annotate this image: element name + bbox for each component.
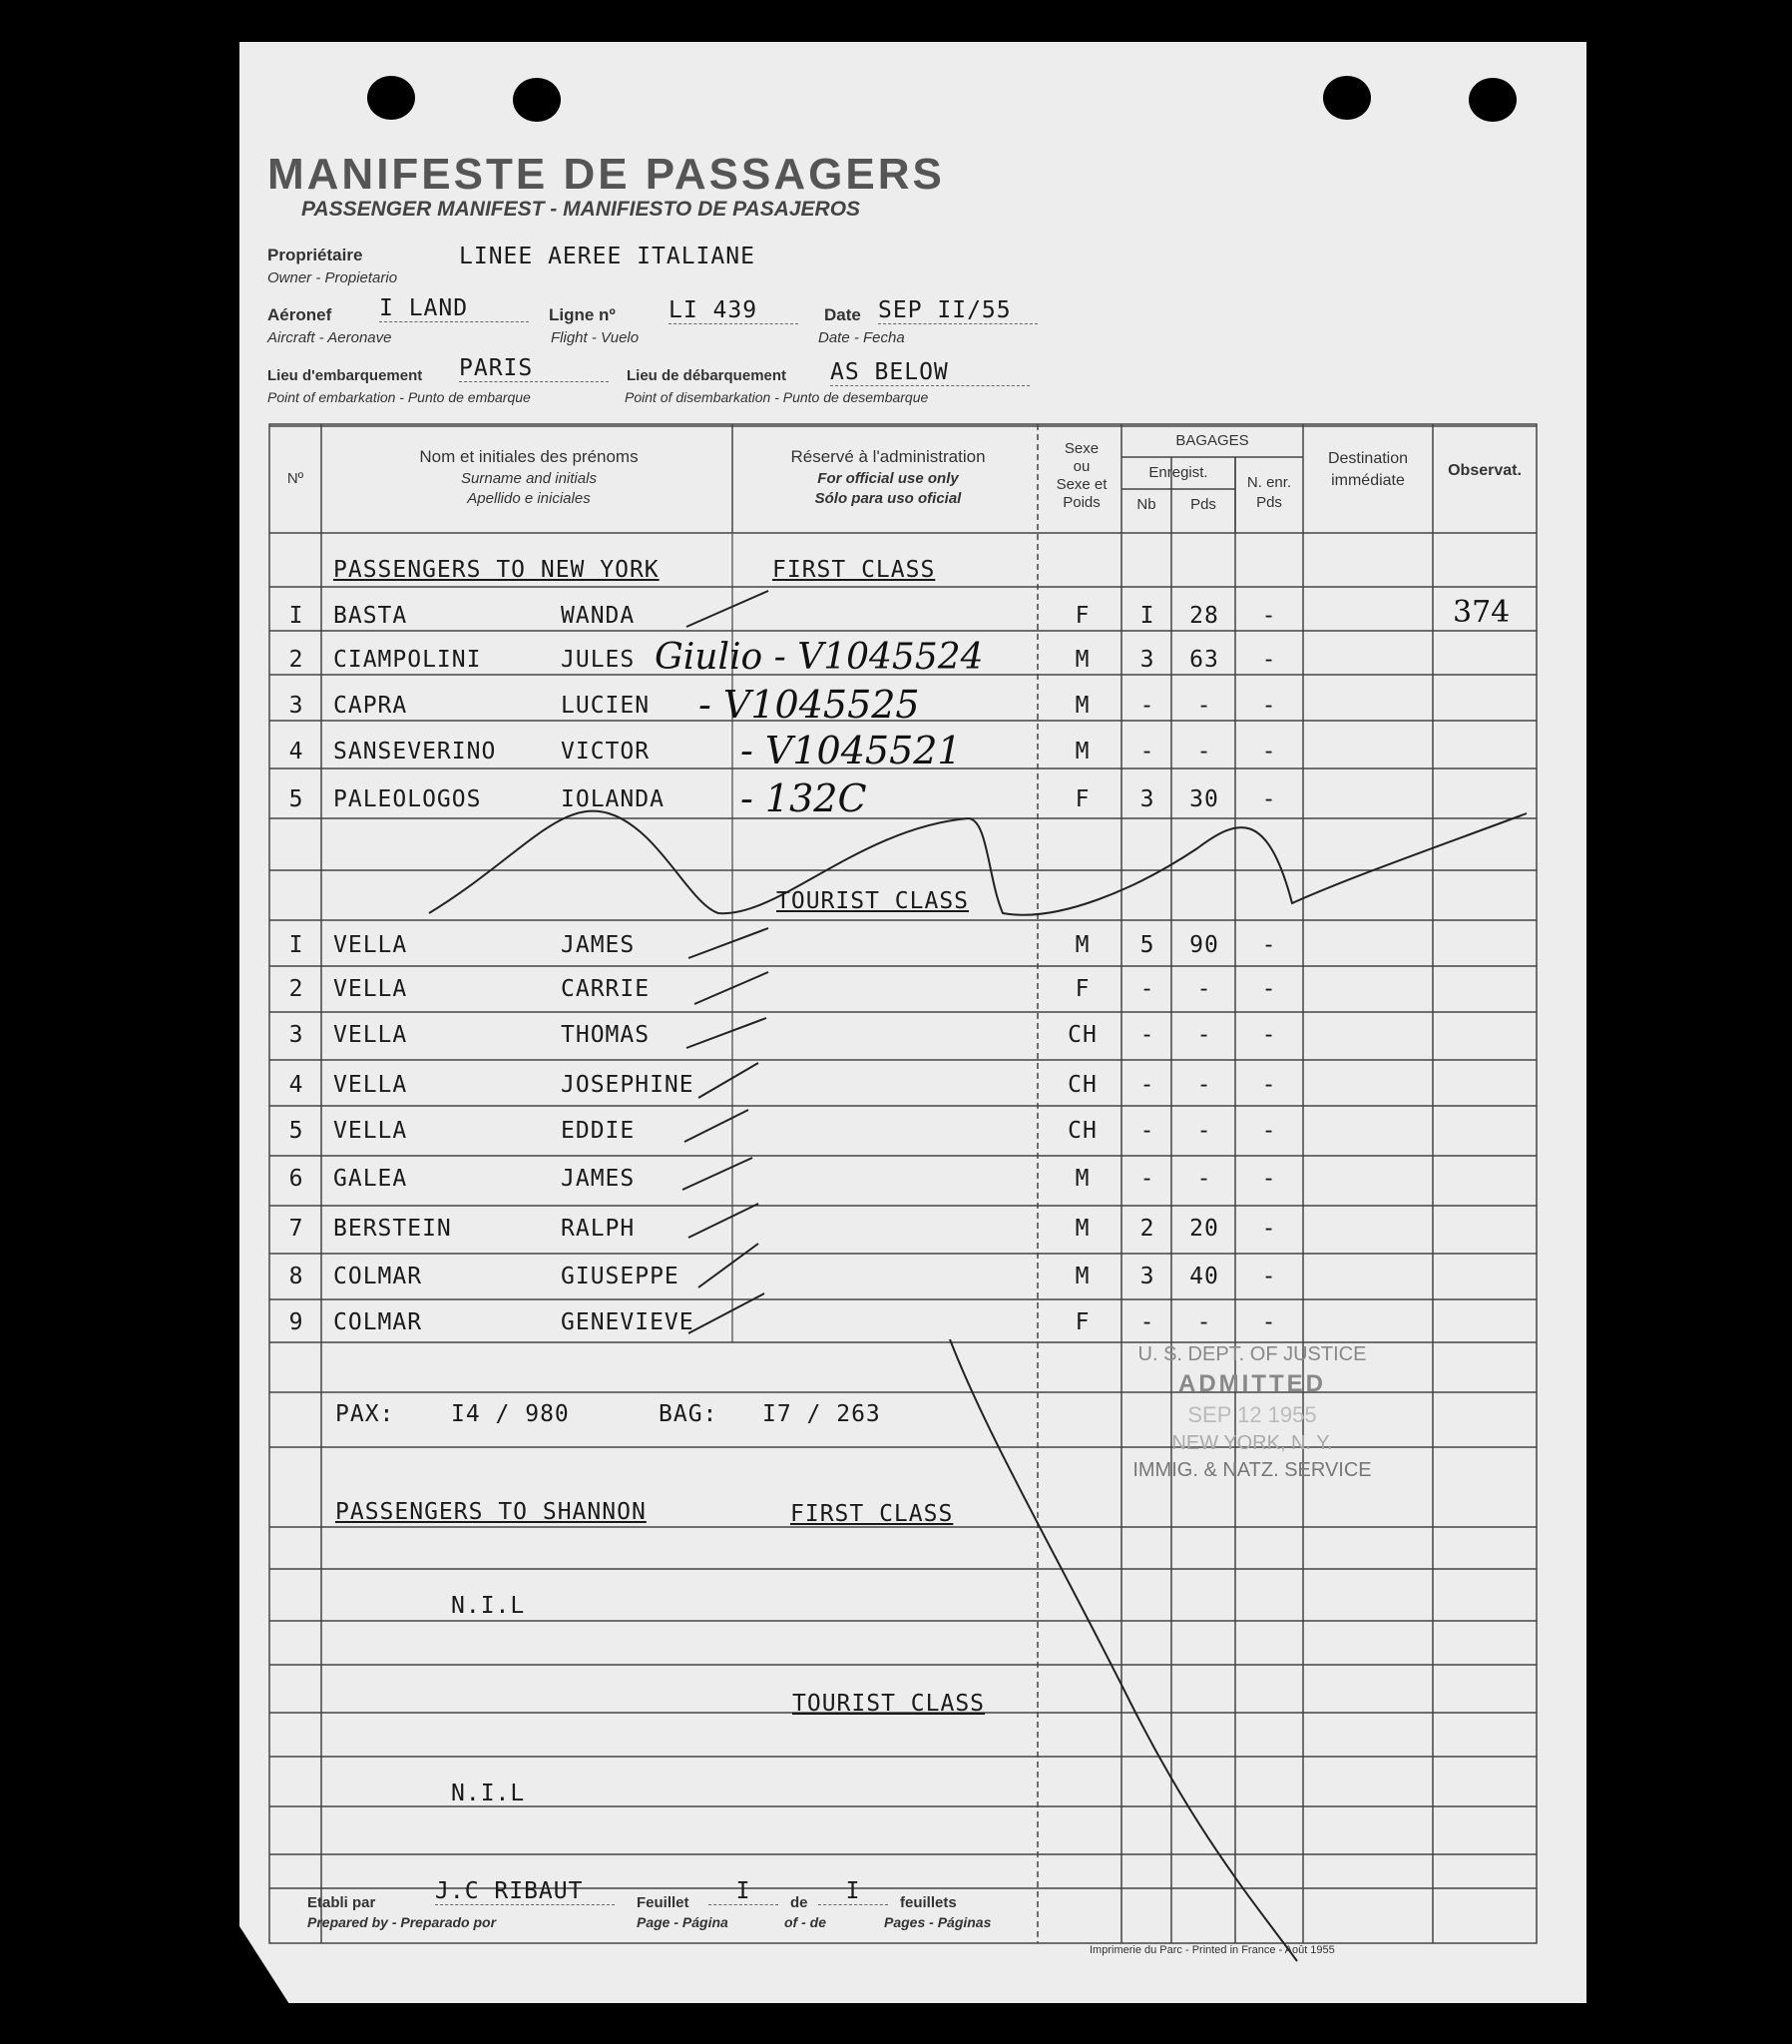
document-title: MANIFESTE DE PASSAGERS — [267, 150, 945, 199]
pax-value: I4 / 980 — [451, 1401, 570, 1427]
col-header-dest-2: immédiate — [1331, 472, 1405, 489]
pages-sublabel: Pages - Páginas — [884, 1914, 992, 1930]
row-number: 7 — [288, 1216, 304, 1242]
row-bag-nb: I — [1139, 603, 1155, 629]
embark-value: PARIS — [459, 355, 609, 382]
col-header-sex-1: Sexe — [1064, 440, 1100, 457]
ny-tourist-class: TOURIST CLASS — [776, 888, 970, 914]
row-bag-nb: - — [1139, 739, 1155, 765]
row-sex: F — [1075, 976, 1091, 1002]
row-sex: M — [1075, 932, 1091, 958]
row-bag-nenr: - — [1261, 693, 1277, 719]
row-number: 9 — [288, 1309, 304, 1335]
row-bag-nenr: - — [1261, 1072, 1277, 1098]
row-bag-nenr: - — [1261, 1309, 1277, 1335]
row-number: 4 — [288, 1072, 304, 1098]
row-bag-nenr: - — [1261, 1022, 1277, 1048]
row-surname: CAPRA — [333, 693, 408, 719]
row-bag-nenr: - — [1261, 1216, 1277, 1242]
col-header-dest-1: Destination — [1327, 450, 1409, 467]
row-sex: M — [1075, 1216, 1091, 1242]
handwritten-note-row3: - V1045525 — [698, 683, 920, 727]
row-sex: M — [1075, 647, 1091, 673]
embark-label: Lieu d'embarquement — [267, 367, 423, 384]
date-label: Date — [824, 305, 861, 324]
row-bag-pds: 40 — [1189, 1264, 1219, 1289]
flight-label: Ligne nº — [549, 305, 616, 324]
row-sex: CH — [1068, 1022, 1098, 1048]
col-header-sex-4: Poids — [1063, 494, 1101, 511]
row-firstname: GIUSEPPE — [561, 1264, 679, 1289]
row-surname: VELLA — [333, 1072, 408, 1098]
row-firstname: LUCIEN — [561, 693, 651, 719]
sheet-label: Feuillet — [637, 1894, 689, 1911]
immigration-stamp — [1118, 1343, 1387, 1482]
col-header-sex-2: ou — [1073, 458, 1091, 475]
shannon-nil-2: N.I.L — [451, 1781, 526, 1806]
col-header-no: Nº — [286, 470, 304, 487]
stamp-line-4: NEW YORK, N. Y. — [1171, 1432, 1333, 1454]
row-bag-nb: - — [1139, 693, 1155, 719]
handwritten-note-row4: - V1045521 — [740, 729, 962, 772]
row-number: 8 — [288, 1264, 304, 1289]
col-header-nenr-2: Pds — [1256, 494, 1282, 511]
row-bag-pds: 63 — [1189, 647, 1219, 673]
row-number: I — [288, 932, 304, 958]
sheets-label: feuillets — [900, 1894, 957, 1911]
row-bag-nb: 2 — [1139, 1216, 1155, 1242]
row-bag-nb: - — [1139, 976, 1155, 1002]
bag-label: BAG: — [659, 1401, 718, 1427]
row-bag-pds: 20 — [1189, 1216, 1219, 1242]
row-sex: F — [1075, 1309, 1091, 1335]
row-firstname: JOSEPHINE — [561, 1072, 694, 1098]
row-number: 2 — [288, 976, 304, 1002]
row-bag-nb: 3 — [1139, 1264, 1155, 1289]
row-bag-pds: - — [1196, 739, 1212, 765]
row-sex: M — [1075, 1264, 1091, 1289]
row-number: 2 — [288, 647, 304, 673]
row-surname: CIAMPOLINI — [333, 647, 482, 673]
stamp-line-1: U. S. DEPT. OF JUSTICE — [1137, 1343, 1367, 1365]
row-surname: SANSEVERINO — [333, 739, 497, 765]
row-bag-nb: 3 — [1139, 647, 1155, 673]
row-surname: VELLA — [333, 1118, 408, 1144]
row-firstname: JAMES — [561, 1166, 636, 1192]
row-surname: BASTA — [333, 603, 408, 629]
row-sex: F — [1075, 603, 1091, 629]
row-bag-pds: 90 — [1189, 932, 1219, 958]
row-number: 3 — [288, 1022, 304, 1048]
of-value: I — [818, 1878, 888, 1905]
col-header-nb: Nb — [1136, 496, 1156, 513]
col-header-name-en: Surname and initials — [461, 470, 597, 487]
col-header-bagages: BAGAGES — [1175, 432, 1249, 449]
handwritten-note-row5: - 132C — [740, 776, 867, 820]
row-number: 3 — [288, 693, 304, 719]
date-value: SEP II/55 — [878, 297, 1038, 324]
aircraft-value: I LAND — [379, 295, 529, 322]
col-header-observ: Observat. — [1448, 462, 1522, 479]
col-header-pds: Pds — [1190, 496, 1216, 513]
row-firstname: JULES — [561, 647, 636, 673]
row-sex: F — [1075, 786, 1091, 812]
printer-note: Imprimerie du Parc - Printed in France - Août 1955 — [1090, 1944, 1335, 1956]
disembark-sublabel: Point of disembarkation - Punto de desembarque — [625, 389, 929, 405]
pax-label: PAX: — [335, 1401, 395, 1427]
owner-value: LINEE AEREE ITALIANE — [459, 244, 755, 269]
document-subtitle: PASSENGER MANIFEST - MANIFIESTO DE PASAJEROS — [301, 198, 861, 221]
prepared-value: J.C RIBAUT — [435, 1878, 615, 1905]
col-header-enregist: Enregist. — [1148, 464, 1208, 481]
row-firstname: VICTOR — [561, 739, 651, 765]
row-number: I — [288, 603, 304, 629]
row-bag-nb: - — [1139, 1022, 1155, 1048]
col-header-admin-fr: Réservé à l'administration — [790, 447, 986, 466]
row-bag-nenr: - — [1261, 1264, 1277, 1289]
row-firstname: CARRIE — [561, 976, 651, 1002]
row-bag-nenr: - — [1261, 647, 1277, 673]
prepared-label: Etabli par — [307, 1894, 376, 1911]
row-bag-nenr: - — [1261, 932, 1277, 958]
row-observation: 374 — [1453, 595, 1511, 630]
row-bag-nenr: - — [1261, 976, 1277, 1002]
ny-first-class: FIRST CLASS — [772, 557, 936, 583]
row-bag-pds: - — [1196, 1166, 1212, 1192]
row-bag-nenr: - — [1261, 603, 1277, 629]
row-firstname: WANDA — [561, 603, 636, 629]
row-bag-pds: - — [1196, 1072, 1212, 1098]
sheet-value: I — [708, 1878, 778, 1905]
row-sex: CH — [1068, 1118, 1098, 1144]
flight-sublabel: Flight - Vuelo — [551, 329, 640, 346]
row-sex: CH — [1068, 1072, 1098, 1098]
row-bag-nb: - — [1139, 1118, 1155, 1144]
row-firstname: THOMAS — [561, 1022, 651, 1048]
row-firstname: EDDIE — [561, 1118, 636, 1144]
page-sublabel: Page - Página — [637, 1914, 728, 1930]
row-bag-nenr: - — [1261, 1118, 1277, 1144]
row-bag-pds: - — [1196, 1022, 1212, 1048]
stamp-line-3: SEP 12 1955 — [1187, 1402, 1317, 1427]
row-surname: BERSTEIN — [333, 1216, 452, 1242]
flight-value: LI 439 — [669, 297, 798, 324]
row-firstname: IOLANDA — [561, 786, 665, 812]
row-surname: COLMAR — [333, 1309, 423, 1335]
row-firstname: RALPH — [561, 1216, 636, 1242]
row-number: 5 — [288, 1118, 304, 1144]
row-bag-nb: - — [1139, 1072, 1155, 1098]
owner-sublabel: Owner - Propietario — [267, 269, 398, 286]
col-header-nenr-1: N. enr. — [1246, 474, 1292, 491]
col-header-name-es: Apellido e iniciales — [467, 490, 591, 507]
row-sex: M — [1075, 693, 1091, 719]
col-header-sex-3: Sexe et — [1056, 476, 1108, 493]
disembark-label: Lieu de débarquement — [627, 367, 787, 384]
handwritten-note-row2: Giulio - V1045524 — [655, 637, 984, 678]
row-bag-pds: - — [1196, 1118, 1212, 1144]
row-surname: VELLA — [333, 932, 408, 958]
row-surname: VELLA — [333, 976, 408, 1002]
row-surname: VELLA — [333, 1022, 408, 1048]
row-bag-nenr: - — [1261, 786, 1277, 812]
row-bag-nenr: - — [1261, 739, 1277, 765]
shannon-nil-1: N.I.L — [451, 1593, 526, 1619]
row-firstname: JAMES — [561, 932, 636, 958]
aircraft-sublabel: Aircraft - Aeronave — [267, 329, 392, 346]
row-surname: COLMAR — [333, 1264, 423, 1289]
date-sublabel: Date - Fecha — [818, 329, 905, 346]
shannon-first-class: FIRST CLASS — [790, 1501, 954, 1527]
row-bag-nb: - — [1139, 1309, 1155, 1335]
prepared-sublabel: Prepared by - Preparado por — [307, 1914, 497, 1930]
row-bag-pds: 28 — [1189, 603, 1219, 629]
row-sex: M — [1075, 1166, 1091, 1192]
stamp-line-2: ADMITTED — [1178, 1370, 1326, 1397]
row-surname: GALEA — [333, 1166, 408, 1192]
row-number: 6 — [288, 1166, 304, 1192]
row-number: 4 — [288, 739, 304, 765]
col-header-admin-es: Sólo para uso oficial — [814, 490, 962, 507]
row-bag-nb: - — [1139, 1166, 1155, 1192]
owner-label: Propriétaire — [267, 246, 363, 264]
shannon-tourist-class: TOURIST CLASS — [792, 1691, 986, 1717]
col-header-name-fr: Nom et initiales des prénoms — [419, 447, 639, 466]
bag-value: I7 / 263 — [762, 1401, 881, 1427]
row-bag-nenr: - — [1261, 1166, 1277, 1192]
row-sex: M — [1075, 739, 1091, 765]
col-header-admin-en: For official use only — [817, 470, 959, 487]
of-sublabel: of - de — [784, 1914, 826, 1930]
disembark-value: AS BELOW — [830, 359, 1030, 386]
shannon-heading: PASSENGERS TO SHANNON — [335, 1499, 647, 1525]
row-bag-pds: - — [1196, 976, 1212, 1002]
row-bag-nb: 5 — [1139, 932, 1155, 958]
row-bag-pds: - — [1196, 1309, 1212, 1335]
ny-heading: PASSENGERS TO NEW YORK — [333, 557, 660, 583]
of-label: de — [790, 1894, 808, 1911]
row-bag-pds: 30 — [1189, 786, 1219, 812]
aircraft-label: Aéronef — [267, 305, 332, 324]
row-firstname: GENEVIEVE — [561, 1309, 694, 1335]
embark-sublabel: Point of embarkation - Punto de embarque — [267, 389, 531, 405]
row-bag-pds: - — [1196, 693, 1212, 719]
row-bag-nb: 3 — [1139, 786, 1155, 812]
row-surname: PALEOLOGOS — [333, 786, 482, 812]
row-number: 5 — [288, 786, 304, 812]
stamp-line-5: IMMIG. & NATZ. SERVICE — [1132, 1459, 1372, 1481]
